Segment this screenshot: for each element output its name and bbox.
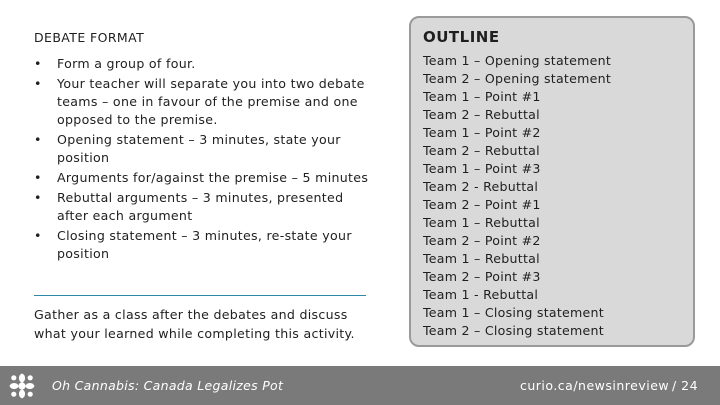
outline-item: Team 2 – Rebuttal — [423, 143, 540, 158]
footer-bar — [0, 366, 720, 405]
outline-item: Team 2 – Opening statement — [423, 71, 612, 86]
outline-title: OUTLINE — [423, 28, 500, 46]
outline-item: Team 1 – Rebuttal — [423, 251, 540, 266]
outline-item: Team 1 – Point #2 — [423, 125, 541, 140]
outline-item: Team 1 – Opening statement — [423, 53, 612, 68]
outline-panel — [409, 16, 695, 347]
bullet-icon: • — [34, 132, 42, 147]
list-item: • Arguments for/against the premise – 5 minutes — [34, 170, 369, 185]
outline-item: Team 1 – Closing statement — [423, 305, 604, 320]
outline-item: Team 2 – Closing statement — [423, 323, 604, 338]
page-number: / 24 — [672, 378, 699, 393]
outline-item: Team 1 – Rebuttal — [423, 215, 540, 230]
bullet-icon: • — [34, 170, 42, 185]
bullet-list — [34, 55, 374, 263]
list-item: • Closing statement – 3 minutes, re-state your position — [34, 228, 352, 261]
debate-format-section — [34, 30, 374, 265]
divider — [34, 295, 366, 296]
list-item: • Opening statement – 3 minutes, state your position — [34, 132, 341, 165]
outline-item: Team 1 – Point #3 — [423, 161, 541, 176]
bullet-icon: • — [34, 56, 42, 71]
outline-list — [423, 52, 611, 340]
outline-item: Team 2 – Rebuttal — [423, 107, 540, 122]
bullet-icon: • — [34, 76, 42, 91]
outline-item: Team 1 – Point #1 — [423, 89, 541, 104]
cbc-gem-icon — [8, 372, 36, 400]
bullet-icon: • — [34, 190, 42, 205]
outline-item: Team 2 – Point #3 — [423, 269, 541, 284]
footer-url[interactable]: curio.ca/newsinreview — [520, 378, 670, 393]
list-item: • Your teacher will separate you into two debate teams – one in favour of the premise and one opposed to the premise. — [34, 76, 365, 127]
list-item: • Form a group of four. — [34, 56, 196, 71]
outline-item: Team 2 – Point #2 — [423, 233, 541, 248]
list-item: • Rebuttal arguments – 3 minutes, presented after each argument — [34, 190, 344, 223]
outline-item: Team 2 – Point #1 — [423, 197, 541, 212]
gather-paragraph: Gather as a class after the debates and discuss what your learned while completing this activity. — [34, 307, 355, 341]
outline-item: Team 1 - Rebuttal — [423, 287, 539, 302]
section-title: DEBATE FORMAT — [34, 30, 145, 45]
bullet-icon: • — [34, 228, 42, 243]
footer-title: Oh Cannabis: Canada Legalizes Pot — [52, 378, 284, 393]
outline-item: Team 2 - Rebuttal — [423, 179, 539, 194]
